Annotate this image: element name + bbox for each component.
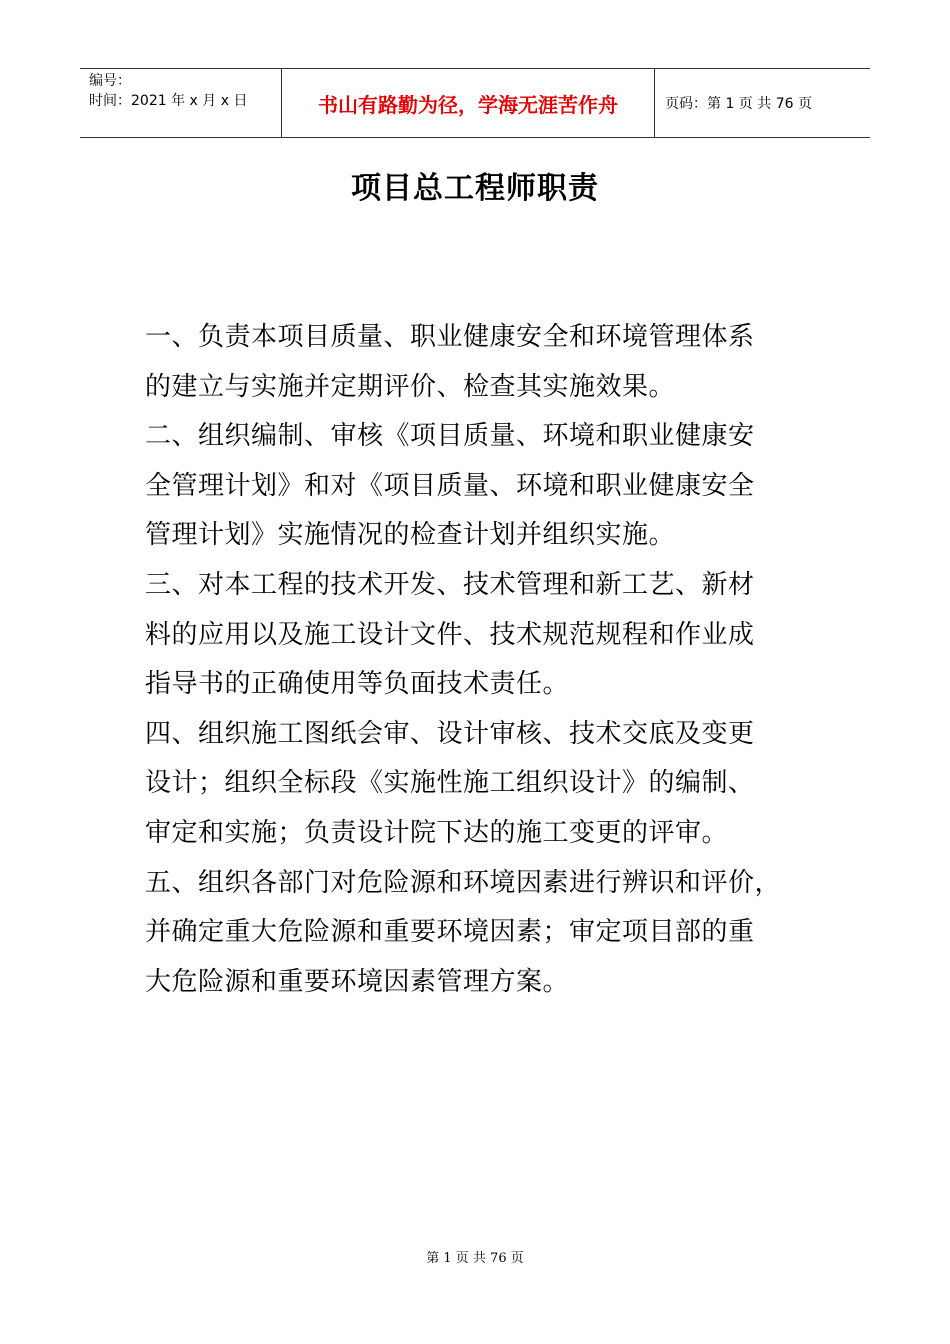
body-line: 的建立与实施并定期评价、检查其实施效果。: [145, 371, 676, 402]
body-line: 全管理计划》和对《项目质量、环境和职业健康安全: [145, 470, 755, 501]
body-line: 五、组织各部门对危险源和环境因素进行辨识和评价，: [145, 867, 782, 898]
header-meta: [80, 69, 282, 137]
document-header: [80, 68, 870, 138]
header-page-info: 页码：第 1 页 共 76 页: [665, 96, 812, 112]
number-label: 编号：: [89, 73, 131, 89]
document-body: [145, 313, 825, 1007]
time-label: 时间：2021 年 x 月 x 日: [89, 93, 248, 109]
header-motto: 书山有路勤为径，学海无涯苦作舟: [282, 69, 655, 137]
body-line: 二、组织编制、审核《项目质量、环境和职业健康安: [145, 421, 755, 452]
body-line: 三、对本工程的技术开发、技术管理和新工艺、新材: [145, 569, 755, 600]
body-line: 四、组织施工图纸会审、设计审核、技术交底及变更: [145, 718, 755, 749]
page-title: 项目总工程师职责: [351, 171, 599, 206]
body-line: 并确定重大危险源和重要环境因素；审定项目部的重: [145, 917, 755, 948]
body-line: 审定和实施；负责设计院下达的施工变更的评审。: [145, 817, 729, 848]
page-footer: 第 1 页 共 76 页: [426, 1251, 524, 1266]
body-line: 管理计划》实施情况的检查计划并组织实施。: [145, 520, 676, 551]
body-line: 一、负责本项目质量、职业健康安全和环境管理体系: [145, 322, 755, 352]
body-line: 设计；组织全标段《实施性施工组织设计》的编制、: [145, 768, 755, 799]
body-line: 指导书的正确使用等负面技术责任。: [145, 669, 570, 700]
body-line: 料的应用以及施工设计文件、技术规范规程和作业成: [145, 619, 755, 650]
body-line: 大危险源和重要环境因素管理方案。: [145, 966, 570, 997]
